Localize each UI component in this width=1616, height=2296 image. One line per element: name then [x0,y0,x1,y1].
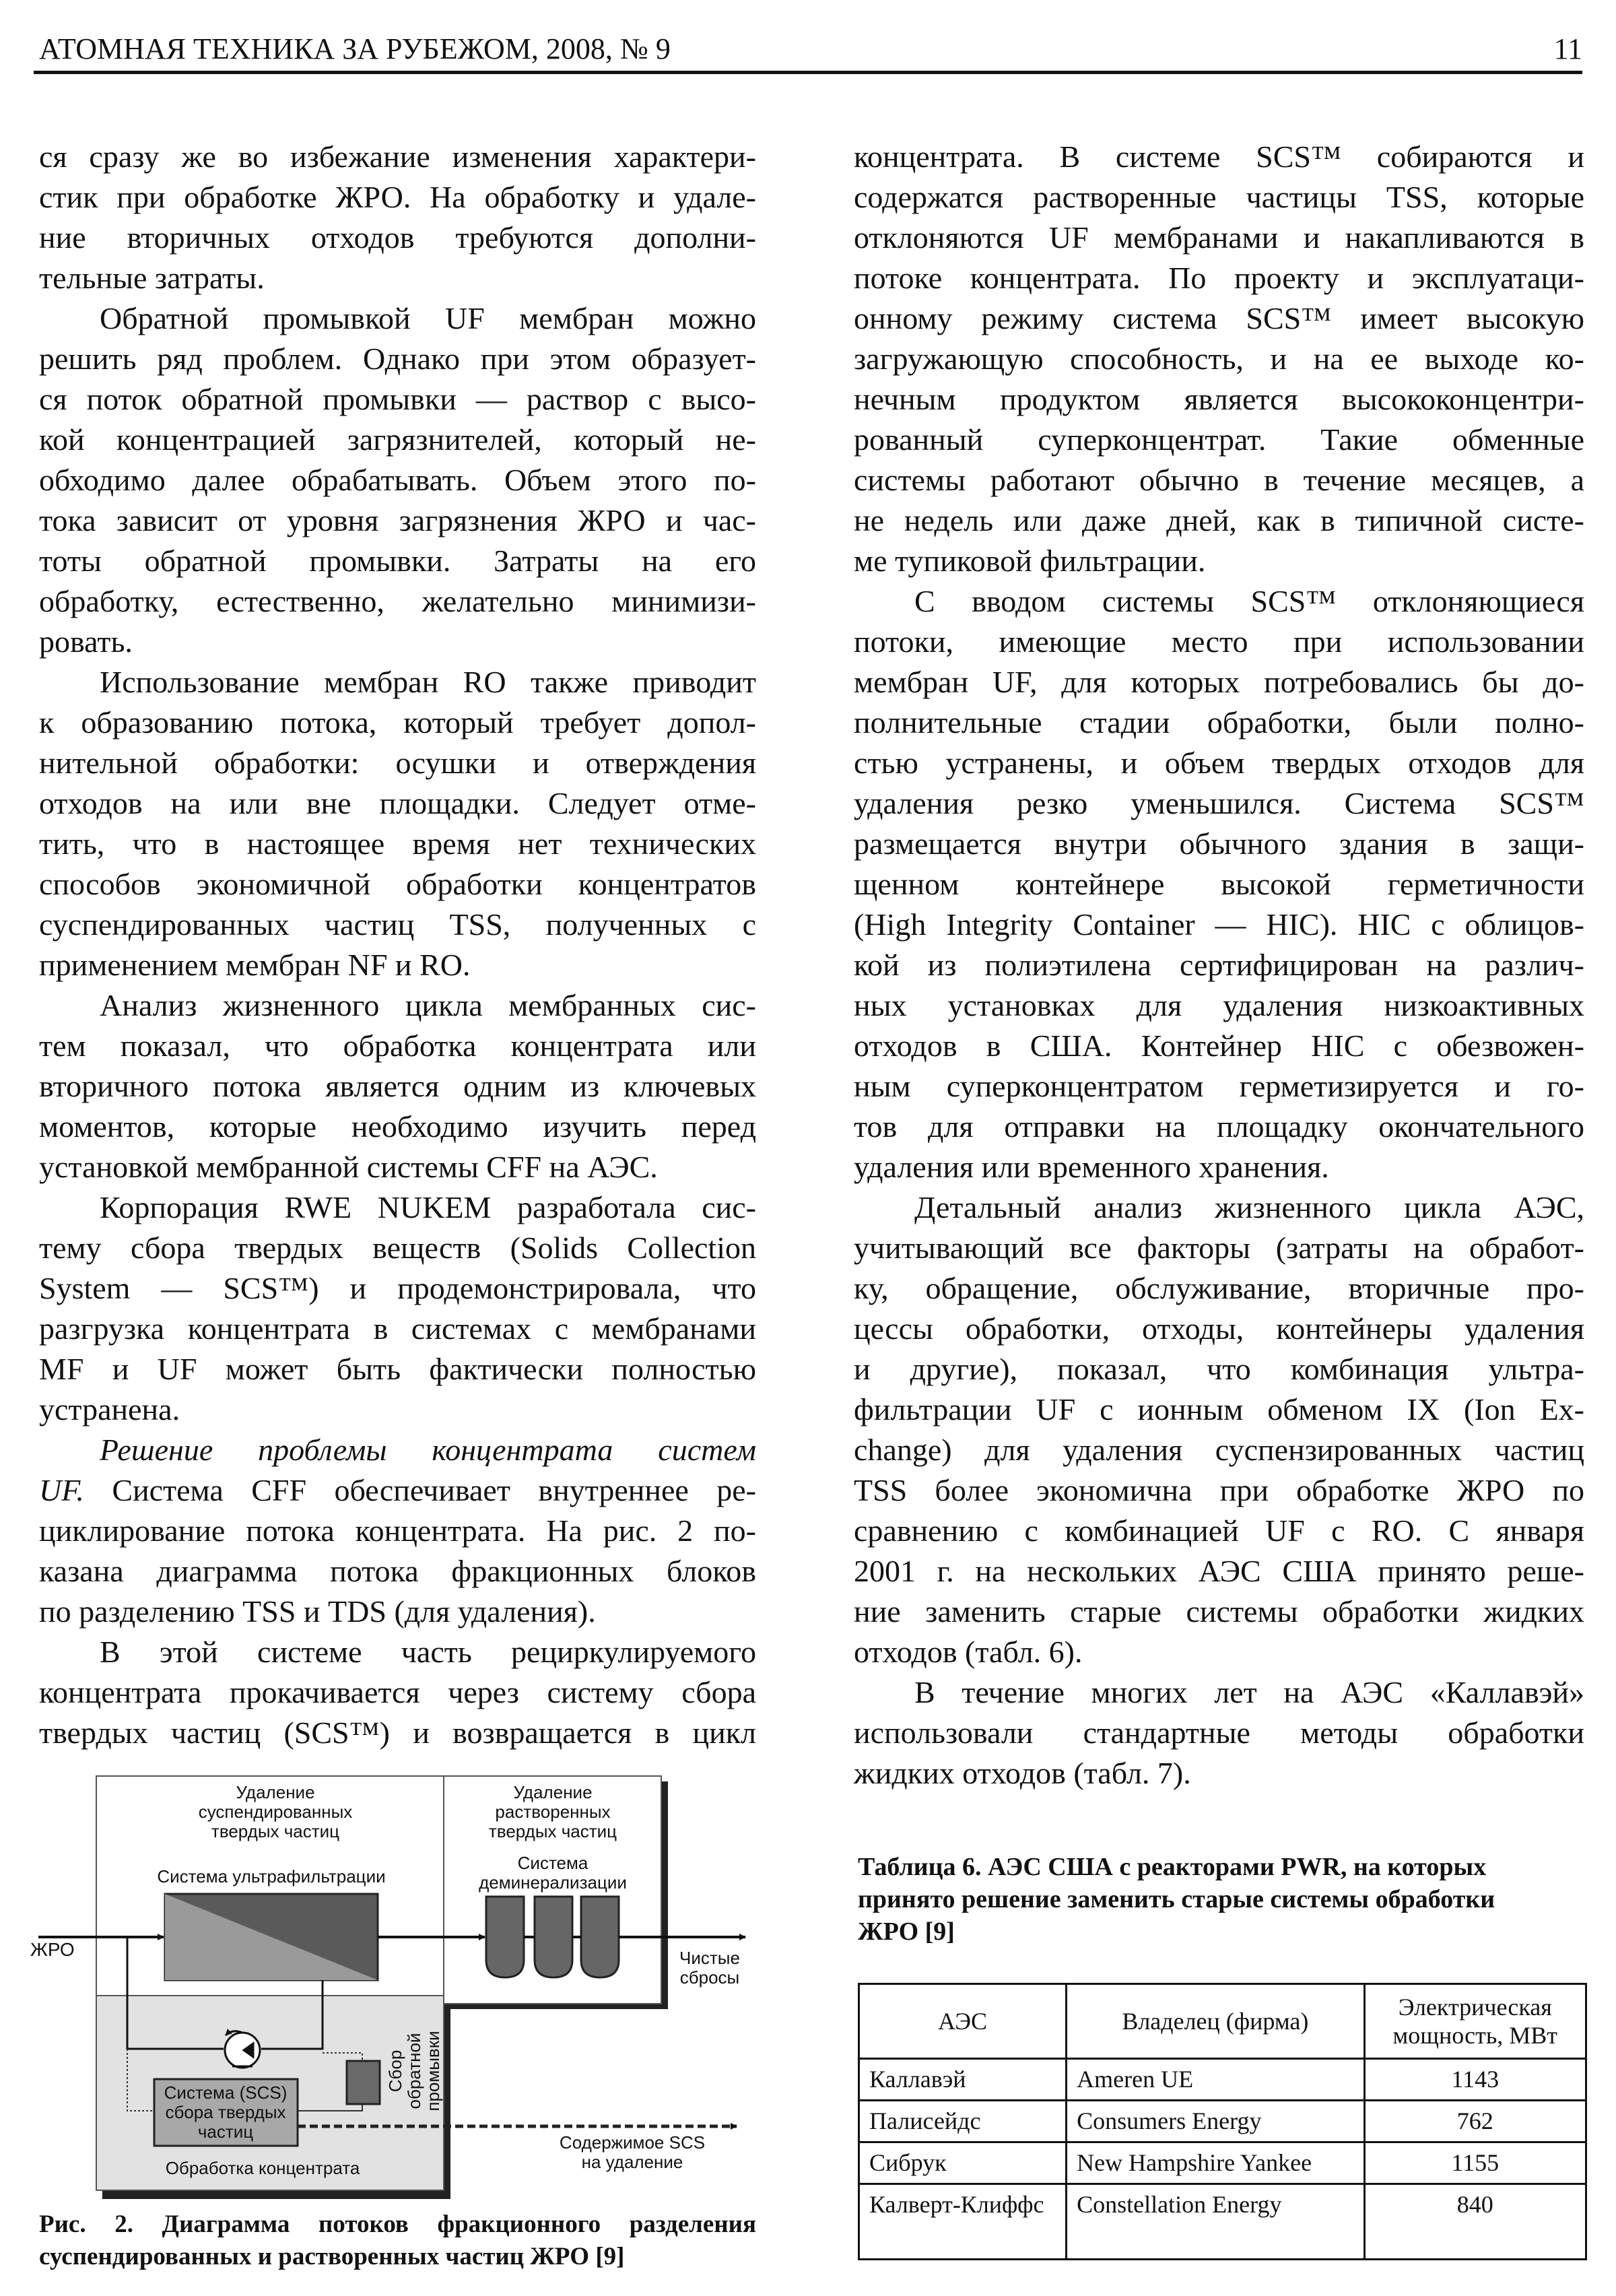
caption-line: ЖРО [9] [858,1917,955,1946]
label-line: Чистые [679,1948,740,1968]
text-line: тоты обратной промывки. Затраты на его [39,544,756,578]
text-line: ние заменить старые системы обработки жидких [854,1594,1584,1629]
text-line: ся сразу же во избежание изменения характери- [39,139,756,174]
text-line: тока зависит от уровня загрязнения ЖРО и час- [39,503,756,537]
column-header: Электрическая мощность, МВт [1364,1984,1586,2059]
caption-line: суспендированных и растворенных частиц ЖРО [9] [39,2243,625,2270]
text-line: обработку, естественно, желательно минимизи- [39,584,756,618]
text-line: к образованию потока, который требует допол- [39,705,756,740]
text-line: ние вторичных отходов требуются дополни- [39,220,756,255]
label-line: на удаление [581,2152,683,2172]
diagram-label-uf-system: Система ультрафильтрации [157,1866,386,1887]
label-line: твердых частиц [211,1821,340,1841]
text-line: и другие), показал, что комбинация ультра- [854,1352,1584,1386]
text-line: концентрата. В системе SCS™ собираются и [854,139,1584,174]
text-line: суспендированных частиц TSS, полученных с [39,907,756,942]
text-line: онному режиму система SCS™ имеет высокую [854,301,1584,335]
plant-name-cell: Палисейдс [859,2101,1067,2142]
text-line: системы работают обычно в течение месяцев, а [854,463,1584,497]
backwash-collector-icon [347,2061,380,2104]
label-line: Удаление [236,1782,315,1802]
text-line: Детальный анализ жизненного цикла АЭС, [914,1190,1584,1224]
text-line: казана диаграмма потока фракционных блоков [39,1554,756,1588]
left-column-text [39,137,756,1753]
text-line: потоки, имеющие место при использовании [854,624,1584,659]
text-line: ме тупиковой фильтрации. [854,544,1206,578]
text-line: 2001 г. на нескольких АЭС США принято реше- [854,1554,1584,1588]
text-line: В этой системе часть рециркулируемого [100,1635,756,1669]
diagram-label-concentrate: Обработка концентрата [165,2158,360,2178]
text-line: В течение многих лет на АЭС «Каллавэй» [914,1675,1584,1709]
owner-cell: New Hampshire Yankee [1067,2142,1364,2184]
text-line: мембран UF, для которых потребовались бы до- [854,665,1584,699]
label-line: Система (SCS) [164,2082,288,2103]
owner-cell: Consumers Energy [1067,2101,1364,2142]
text-span: Система CFF обеспечивает внутреннее ре- [83,1473,756,1507]
diagram-label-scs-contents [560,2133,705,2172]
label-line: деминерализации [479,1872,627,1893]
text-line: тему сбора твердых веществ (Solids Collection [39,1231,756,1265]
text-line: TSS более экономична при обработке ЖРО по [854,1473,1584,1507]
text-line: щенном контейнере высокой герметичности [854,867,1584,901]
text-line: System — SCS™) и продемонстрировала, что [39,1271,756,1305]
text-line: стик при обработке ЖРО. На обработку и удале- [39,180,756,214]
label-line: промывки [423,2031,443,2111]
label-line: растворенных [495,1802,611,1822]
power-cell: 762 [1364,2101,1586,2142]
text-line: тов для отправки на площадку окончательного [854,1109,1584,1144]
italic-heading: Решение проблемы концентрата систем [100,1433,756,1467]
plant-name-cell: Каллавэй [859,2059,1067,2101]
text-line: отходов на или вне площадки. Следует отме- [39,786,756,820]
right-column-text [854,137,1584,1794]
text-line: по разделению TSS и TDS (для удаления). [39,1594,596,1629]
text-line: ку, обращение, обслуживание, вторичные про- [854,1271,1584,1305]
diagram-label-tss-removal [199,1783,353,1841]
text-line: решить ряд проблем. Однако при этом образует- [39,341,756,376]
text-line: нительной обработки: осушки и отверждения [39,746,756,780]
text-line: не недель или даже дней, как в типичной систе- [854,503,1584,537]
label-line: твердых частиц [488,1821,617,1841]
table-caption [858,1851,1587,1948]
figure-caption [39,2208,756,2273]
power-cell: 1155 [1364,2142,1586,2184]
column-header: Владелец (фирма) [1067,1984,1364,2059]
text-line: моментов, которые необходимо изучить перед [39,1109,756,1144]
table-6 [858,1983,1587,2260]
label-line: сбросы [679,1967,740,1988]
label-line: суспендированных [198,1802,353,1822]
text-line [39,1470,756,1511]
text-line: устранена. [39,1392,180,1426]
demineralizer-columns-icon [486,1897,619,1977]
table-row [859,2101,1586,2142]
text-line: тельные затраты. [39,261,265,295]
text-line: удаления резко уменьшился. Система SCS™ [854,786,1584,820]
table-header-row [859,1984,1586,2059]
owner-cell: Ameren UE [1067,2059,1364,2101]
text-line: сравнению с комбинацией UF с RO. С января [854,1513,1584,1548]
text-line: Обратной промывкой UF мембран можно [100,301,756,335]
text-line: размещается внутри обычного здания в защи- [854,826,1584,861]
text-line: нечным продуктом является высококонцентри- [854,382,1584,416]
diagram-label-clean-discharge [679,1948,740,1988]
text-line: тем показал, что обработка концентрата или [39,1028,756,1063]
uf-module-icon [165,1894,378,1980]
text-line: использовали стандартные методы обработки [854,1715,1584,1750]
text-line: жидких отходов (табл. 7). [854,1756,1191,1790]
text-line [39,1430,756,1470]
label-line: Содержимое SCS [559,2132,706,2153]
text-line: Корпорация RWE NUKEM разработала сис- [100,1190,756,1224]
text-line: твердых частиц (SCS™) и возвращается в цикл [39,1715,756,1750]
power-cell: 1143 [1364,2059,1586,2101]
text-line: ным суперконцентратом герметизируется и го- [854,1069,1584,1103]
text-line: стью устранены, и объем твердых отходов для [854,746,1584,780]
column-header: АЭС [859,1984,1067,2059]
caption-line: Рис. 2. Диаграмма потоков фракционного разделения [39,2210,756,2238]
label-line: сбора твердых [165,2102,286,2122]
caption-line: принято решение заменить старые системы обработки [858,1885,1495,1913]
diagram-label-input: ЖРО [30,1939,75,1960]
text-line: применением мембран NF и RO. [39,948,471,982]
text-line: полнительные стадии обработки, были полно- [854,705,1584,740]
text-line: удаления или временного хранения. [854,1150,1329,1184]
label-line: Сбор [385,2049,405,2093]
text-line: ровать. [39,624,133,659]
text-line: учитывающий все факторы (затраты на обработ- [854,1231,1584,1265]
text-line: Использование мембран RO также приводит [100,665,756,699]
text-line: вторичного потока является одним из ключевых [39,1069,756,1103]
table-row [859,2059,1586,2101]
table-row [859,2142,1586,2184]
plant-name-cell: Сибрук [859,2142,1067,2184]
plant-name-cell: Калверт-Клиффс [859,2184,1067,2260]
diagram-label-tds-removal [489,1783,617,1841]
text-line: change) для удаления суспензированных частиц [854,1433,1584,1467]
journal-running-title: АТОМНАЯ ТЕХНИКА ЗА РУБЕЖОМ, 2008, № 9 [39,32,671,65]
diagram-label-backwash [386,2031,442,2111]
text-line: С вводом системы SCS™ отклоняющиеся [914,584,1584,618]
caption-line: Таблица 6. АЭС США с реакторами PWR, на которых [858,1853,1487,1881]
label-line: частиц [197,2122,254,2142]
text-line: цессы обработки, отходы, контейнеры удаления [854,1311,1584,1346]
text-line: кой из полиэтилена сертифицирован на различ- [854,948,1584,982]
text-line: содержатся растворенные частицы TSS, которые [854,180,1584,214]
label-line: Система [517,1853,588,1873]
text-line: концентрата прокачивается через систему сбора [39,1675,756,1709]
text-line: MF и UF может быть фактически полностью [39,1352,756,1386]
header-rule [34,71,1582,74]
text-line: фильтрации UF с ионным обменом IX (Ion Ex- [854,1392,1584,1426]
pump-icon [225,2031,260,2068]
page-number: 11 [1553,32,1582,65]
text-line: отходов (табл. 6). [854,1635,1083,1669]
text-line: разгрузка концентрата в системах с мембранами [39,1311,756,1346]
text-line: обходимо далее обрабатывать. Объем этого по- [39,463,756,497]
label-line: обратной [404,2033,424,2109]
text-line: Анализ жизненного цикла мембранных сис- [100,988,756,1022]
diagram-label-demin-system [479,1854,627,1893]
text-line: отходов в США. Контейнер HIC с обезвожен- [854,1028,1584,1063]
text-line: потоке концентрата. По проекту и эксплуатаци- [854,261,1584,295]
italic-heading: UF. [39,1473,84,1507]
text-line: рованный суперконцентрат. Такие обменные [854,422,1584,457]
text-line: отклоняются UF мембранами и накапливаются в [854,220,1584,255]
text-line: способов экономичной обработки концентратов [39,867,756,901]
power-cell: 840 [1364,2184,1586,2260]
text-line: кой концентрацией загрязнителей, который не- [39,422,756,457]
text-line: ных установках для удаления низкоактивных [854,988,1584,1022]
text-line: установкой мембранной системы CFF на АЭС. [39,1150,658,1184]
text-line: загружающую способность, и на ее выходе ко- [854,341,1584,376]
owner-cell: Constellation Energy [1067,2184,1364,2260]
diagram-label-scs [164,2083,288,2142]
text-line: циклирование потока концентрата. На рис. 2 по- [39,1513,756,1548]
text-line: ся поток обратной промывки — раствор с высо- [39,382,756,416]
table-row [859,2184,1586,2260]
text-line: (High Integrity Container — HIC). HIC с облицов- [854,907,1584,942]
text-line: тить, что в настоящее время нет технических [39,826,756,861]
label-line: Удаление [513,1782,593,1802]
